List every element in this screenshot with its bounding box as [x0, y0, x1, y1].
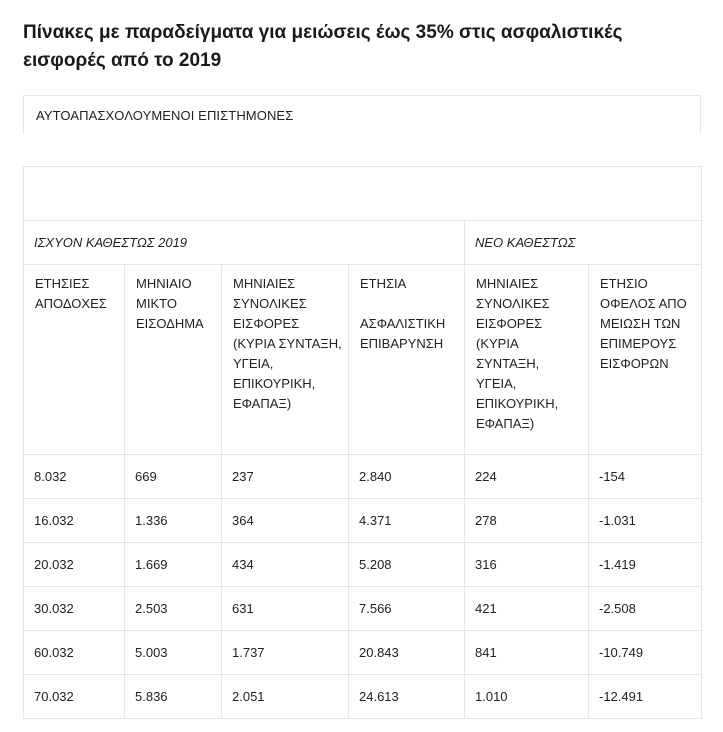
cell-annual-earnings: 60.032	[24, 631, 125, 675]
header-annual-label: ΕΤΗΣΙΑ	[360, 276, 407, 291]
cell-annual-earnings: 30.032	[24, 587, 125, 631]
cell-monthly-gross-income: 5.836	[125, 675, 222, 719]
cell-monthly-contributions-new: 421	[465, 587, 589, 631]
table-header-row	[24, 265, 702, 455]
cell-monthly-contributions-new: 1.010	[465, 675, 589, 719]
cell-annual-earnings: 70.032	[24, 675, 125, 719]
blank-cell	[24, 167, 702, 221]
header-annual-benefit: ΕΤΗΣΙΟ ΟΦΕΛΟΣ ΑΠΟ ΜΕΙΩΣΗ ΤΩΝ ΕΠΙΜΕΡΟΥΣ ΕΙΣΦΟΡΩΝ	[589, 265, 702, 455]
header-annual-insurance-burden	[349, 265, 465, 455]
cell-monthly-contributions-new: 278	[465, 499, 589, 543]
header-insurance-burden-label: ΑΣΦΑΛΙΣΤΙΚΗ ΕΠΙΒΑΡΥΝΣΗ	[360, 316, 446, 351]
cell-annual-insurance-burden: 5.208	[349, 543, 465, 587]
cell-monthly-contributions-current: 237	[222, 455, 349, 499]
cell-annual-benefit: -2.508	[589, 587, 702, 631]
cell-annual-benefit: -1.419	[589, 543, 702, 587]
table-status-row	[24, 221, 702, 265]
status-new-cell: ΝΕΟ ΚΑΘΕΣΤΩΣ	[465, 221, 702, 265]
article-headline: Πίνακες με παραδείγματα για μειώσεις έως 35% στις ασφαλιστικές εισφορές από το 2019	[23, 22, 623, 71]
header-annual-earnings: ΕΤΗΣΙΕΣ ΑΠΟΔΟΧΕΣ	[24, 265, 125, 455]
cell-annual-benefit: -1.031	[589, 499, 702, 543]
table-row	[24, 499, 702, 543]
header-monthly-contributions-current: ΜΗΝΙΑΙΕΣ ΣΥΝΟΛΙΚΕΣ ΕΙΣΦΟΡΕΣ (ΚΥΡΙΑ ΣΥΝΤΑΞΗ, ΥΓΕΙΑ, ΕΠΙΚΟΥΡΙΚΗ, ΕΦΑΠΑΞ)	[222, 265, 349, 455]
cell-monthly-gross-income: 669	[125, 455, 222, 499]
cell-monthly-gross-income: 1.336	[125, 499, 222, 543]
table-row	[24, 455, 702, 499]
cell-annual-insurance-burden: 20.843	[349, 631, 465, 675]
table-row	[24, 543, 702, 587]
status-current-cell: ΙΣΧΥΟΝ ΚΑΘΕΣΤΩΣ 2019	[24, 221, 465, 265]
cell-annual-benefit: -10.749	[589, 631, 702, 675]
cell-annual-insurance-burden: 24.613	[349, 675, 465, 719]
cell-monthly-contributions-current: 364	[222, 499, 349, 543]
section-label: ΑΥΤΟΑΠΑΣΧΟΛΟΥΜΕΝΟΙ ΕΠΙΣΤΗΜΟΝΕΣ	[36, 108, 294, 123]
table-blank-row	[24, 167, 702, 221]
cell-monthly-contributions-current: 2.051	[222, 675, 349, 719]
cell-annual-earnings: 8.032	[24, 455, 125, 499]
header-monthly-contributions-new: ΜΗΝΙΑΙΕΣ ΣΥΝΟΛΙΚΕΣ ΕΙΣΦΟΡΕΣ (ΚΥΡΙΑ ΣΥΝΤΑΞΗ, ΥΓΕΙΑ, ΕΠΙΚΟΥΡΙΚΗ, ΕΦΑΠΑΞ)	[465, 265, 589, 455]
cell-annual-insurance-burden: 7.566	[349, 587, 465, 631]
cell-monthly-contributions-new: 316	[465, 543, 589, 587]
cell-monthly-contributions-current: 1.737	[222, 631, 349, 675]
table-row	[24, 587, 702, 631]
cell-monthly-contributions-current: 631	[222, 587, 349, 631]
contributions-table	[23, 166, 702, 719]
cell-annual-benefit: -12.491	[589, 675, 702, 719]
cell-annual-benefit: -154	[589, 455, 702, 499]
cell-annual-insurance-burden: 2.840	[349, 455, 465, 499]
cell-monthly-gross-income: 1.669	[125, 543, 222, 587]
table-row	[24, 675, 702, 719]
cell-annual-insurance-burden: 4.371	[349, 499, 465, 543]
section-label-box	[23, 95, 701, 134]
header-monthly-gross-income: ΜΗΝΙΑΙΟ ΜΙΚΤΟ ΕΙΣΟΔΗΜΑ	[125, 265, 222, 455]
cell-monthly-contributions-new: 224	[465, 455, 589, 499]
cell-monthly-gross-income: 2.503	[125, 587, 222, 631]
cell-annual-earnings: 16.032	[24, 499, 125, 543]
cell-monthly-contributions-current: 434	[222, 543, 349, 587]
cell-annual-earnings: 20.032	[24, 543, 125, 587]
cell-monthly-gross-income: 5.003	[125, 631, 222, 675]
cell-monthly-contributions-new: 841	[465, 631, 589, 675]
table-row	[24, 631, 702, 675]
